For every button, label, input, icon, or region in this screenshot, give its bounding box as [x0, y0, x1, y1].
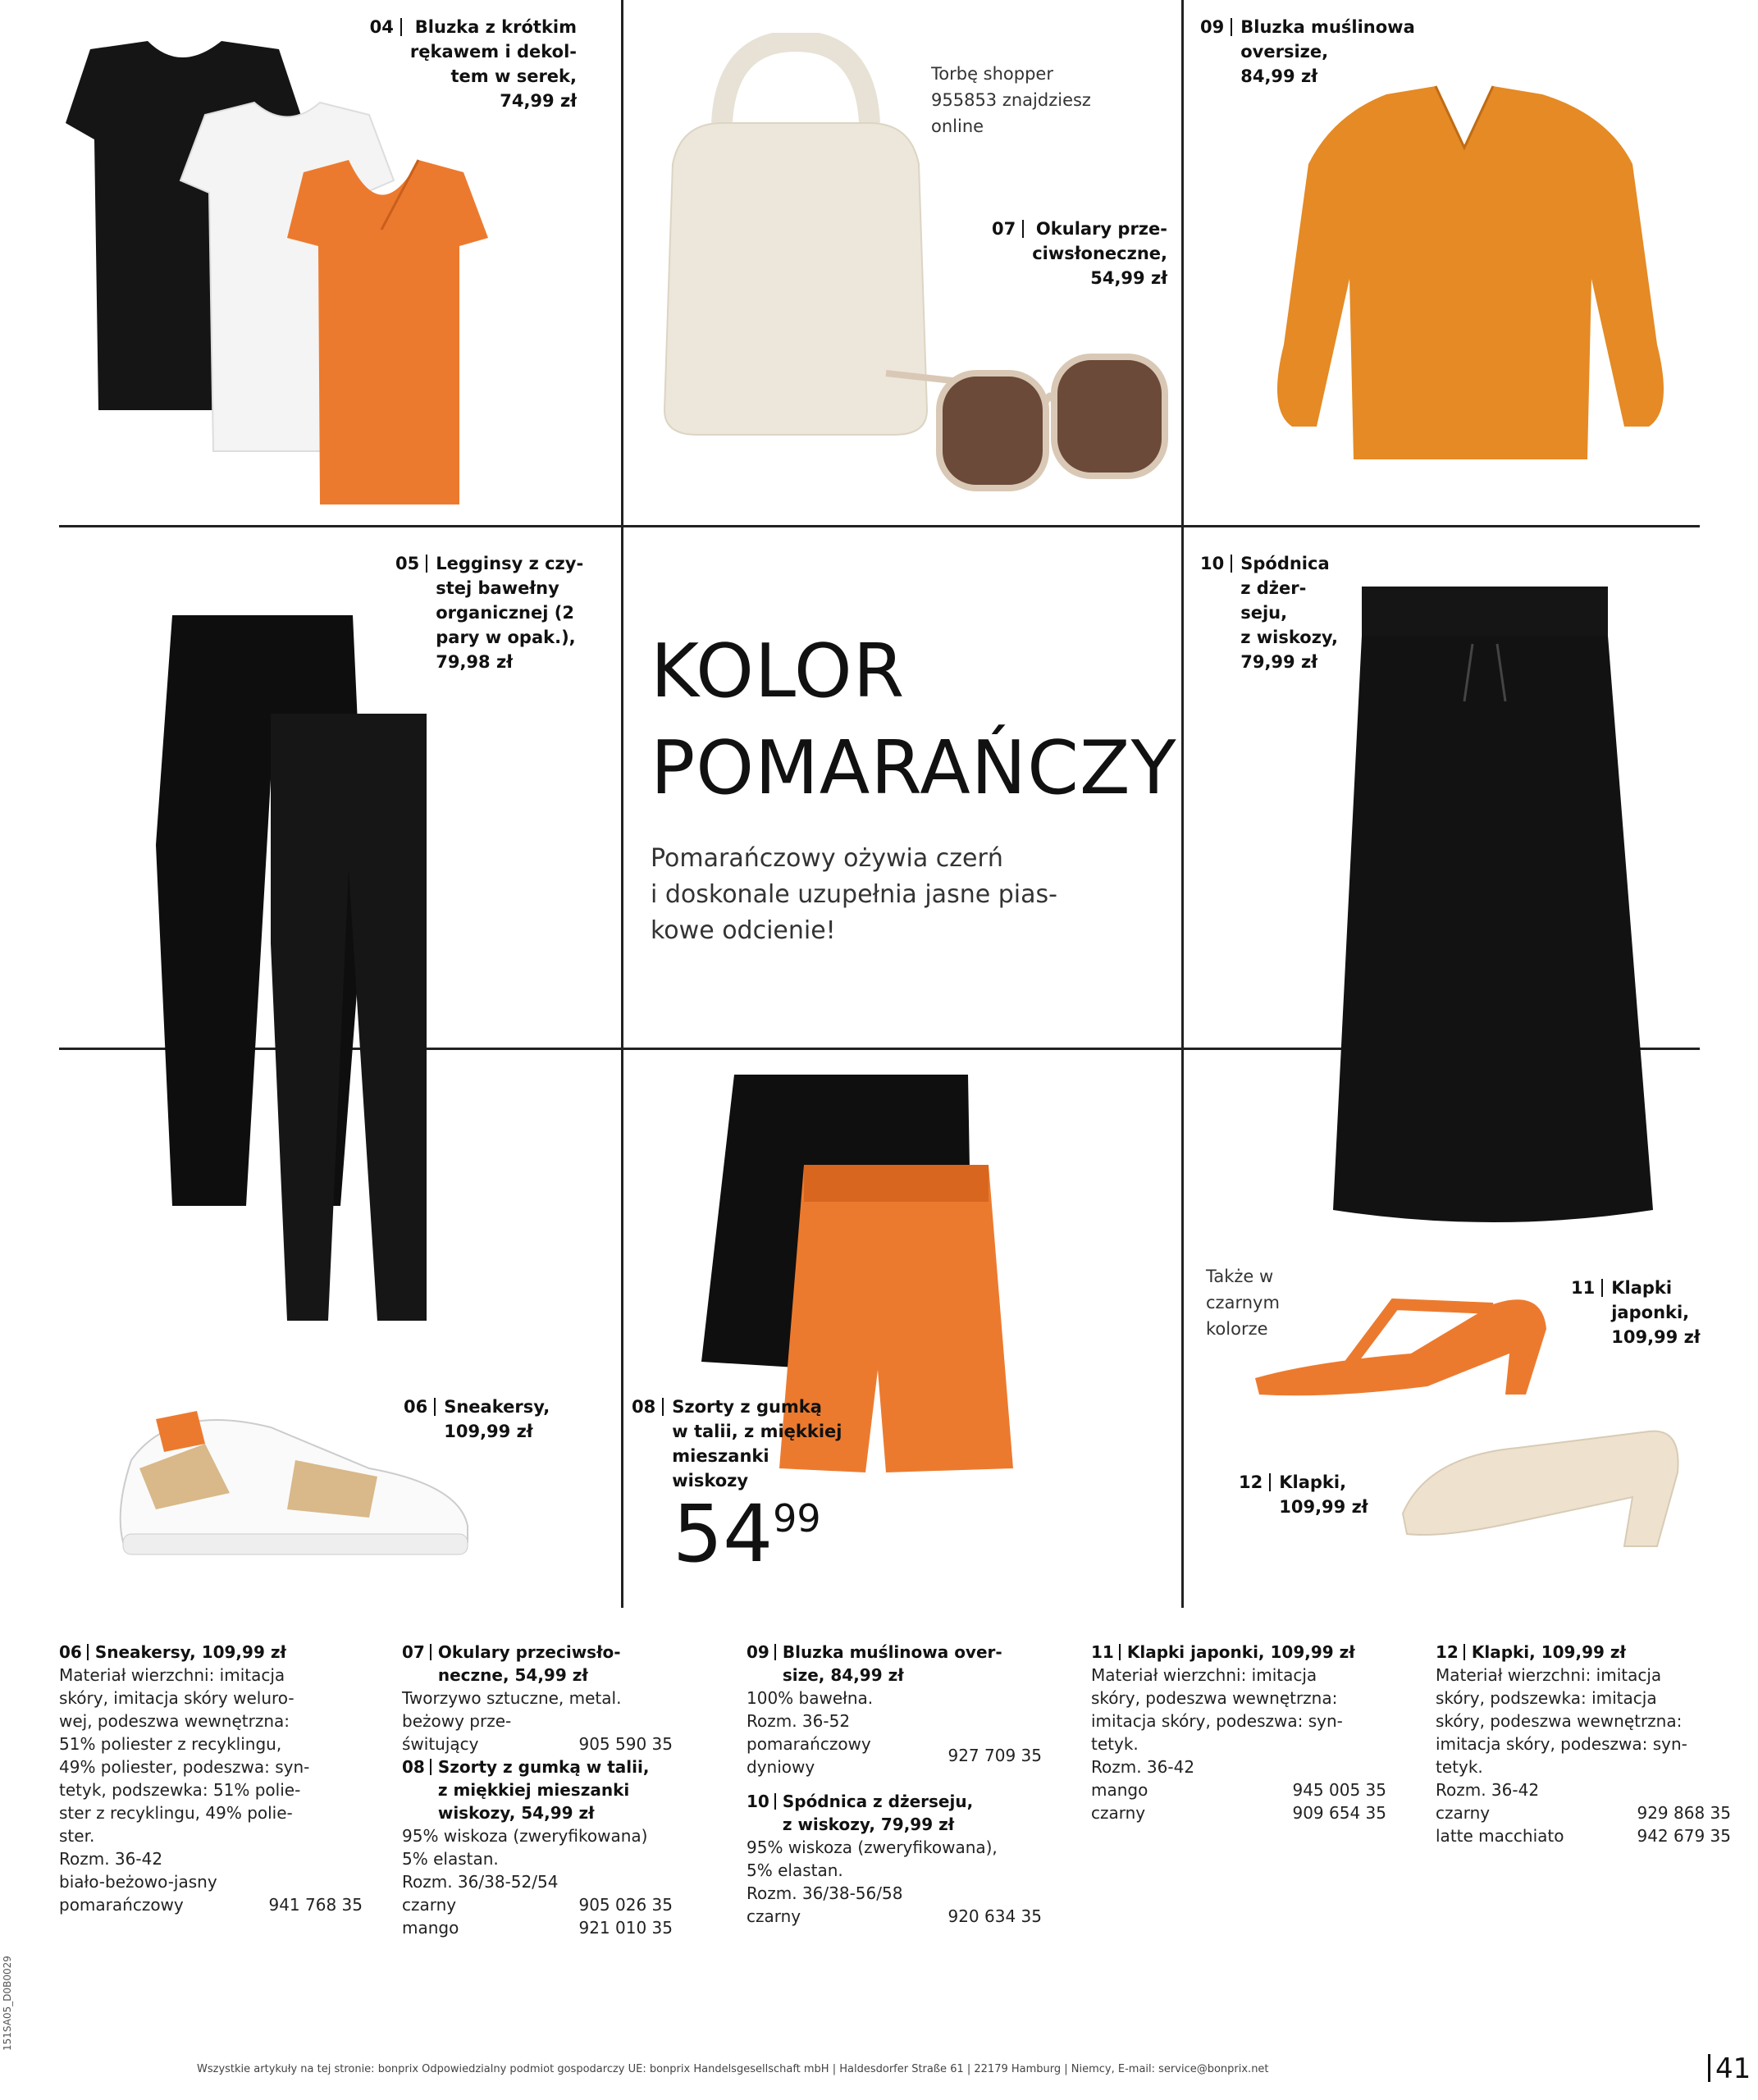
variant-color: czarny: [402, 1895, 457, 1915]
side-catalog-code: 151SA05_D0B0029: [2, 1956, 13, 2051]
variant-code: 905 590 35: [578, 1734, 673, 1754]
page-number-value: 41: [1715, 2052, 1751, 2085]
spec-heading: [59, 1641, 363, 1664]
headline-line-1: KOLOR: [651, 628, 906, 714]
product-number: 08: [632, 1397, 656, 1417]
product-name: Legginsy z czy- stej bawełny organicznej (2 pary w opak.), 79,98 zł: [436, 554, 584, 672]
product-name: Klapki japonki, 109,99 zł: [1611, 1278, 1701, 1347]
spec-description: 100% bawełna. Rozm. 36-52: [747, 1688, 874, 1731]
spec-number: 10: [747, 1792, 769, 1811]
headline-line-2: POMARAŃCZY: [651, 725, 1177, 811]
product-name: Okulary prze- ciwsłoneczne, 54,99 zł: [1032, 219, 1167, 288]
spec-column-07-08: [402, 1641, 673, 1939]
spec-variant-row: [59, 1893, 363, 1916]
variant-code: 921 010 35: [578, 1918, 673, 1938]
mule-sandal-image: [1395, 1423, 1698, 1554]
spec-number: 09: [747, 1642, 769, 1662]
price-main: 54: [673, 1488, 774, 1580]
variant-color: czarny: [1436, 1803, 1491, 1823]
spec-title: Sneakersy, 109,99 zł: [94, 1642, 286, 1662]
spec-description: Materiał wierzchni: imitacja skóry, imitacja skóry weluro- wej, podeszwa wewnętrzna: 51% poliester z recyklingu, 49% poliester, podeszwa: syn- tetyk, podszewka: 51% polie- ster z recyklingu, 49% polie- ster. Rozm. 36-42 biało-beżowo-jasny: [59, 1665, 310, 1892]
variant-color: czarny: [1091, 1803, 1146, 1823]
page-number: [1708, 2052, 1751, 2085]
product-number: 07: [991, 219, 1016, 239]
variant-color: latte macchiato: [1436, 1826, 1564, 1846]
variant-color: świtujący: [402, 1734, 479, 1754]
variant-color: czarny: [747, 1906, 801, 1926]
spec-description: Tworzywo sztuczne, metal. beżowy prze-: [402, 1688, 622, 1731]
bag-note: Torbę shopper 955853 znajdziesz online: [931, 64, 1091, 136]
spec-heading: [402, 1641, 673, 1687]
spec-description: Materiał wierzchni: imitacja skóry, podeszwa wewnętrzna: imitacja skóry, podeszwa: syn- tetyk. Rozm. 36-42: [1091, 1665, 1343, 1777]
variant-code: 942 679 35: [1637, 1826, 1731, 1846]
spec-heading: [747, 1641, 1042, 1687]
product-number: 06: [404, 1397, 428, 1417]
spec-description: 95% wiskoza (zweryfikowana), 5% elastan. Rozm. 36/38-56/58: [747, 1838, 998, 1903]
spec-variant-row: [402, 1916, 673, 1939]
product-number: 04: [369, 17, 394, 37]
variant-code: 929 868 35: [1637, 1803, 1731, 1823]
product-number: 11: [1571, 1278, 1596, 1298]
variant-code: 945 005 35: [1292, 1780, 1386, 1800]
product-name: Szorty z gumką w talii, z miękkiej mieszanki wiskozy: [672, 1397, 842, 1491]
product-label-11: [1571, 1276, 1701, 1349]
spec-title: Bluzka muślinowa over- size, 84,99 zł: [782, 1642, 1002, 1685]
leggings-image: [156, 599, 427, 1337]
flip-flop-image: [1247, 1280, 1559, 1403]
spec-variant-row: [402, 1893, 673, 1916]
spec-column-12: [1436, 1641, 1731, 1847]
variant-code: 909 654 35: [1292, 1803, 1386, 1823]
spec-description: 95% wiskoza (zweryfikowana) 5% elastan. Rozm. 36/38-52/54: [402, 1826, 648, 1892]
spec-variant-row: [747, 1732, 1042, 1778]
legal-footer: Wszystkie artykuły na tej stronie: bonprix Odpowiedzialny podmiot gospodarczy UE: bonprix Handelsgesellschaft mbH | Haldesdorfer Straße 61 | 22179 Hamburg | Niemcy, E-mail: service@bonprix.net: [197, 2063, 1269, 2075]
spec-variant-row: [1091, 1778, 1386, 1801]
product-name: Klapki, 109,99 zł: [1279, 1472, 1368, 1517]
spec-variant-row: [1436, 1801, 1731, 1824]
variant-color: mango: [402, 1918, 459, 1938]
grid-line-horizontal-top: [59, 525, 1700, 527]
variant-code: 941 768 35: [268, 1895, 363, 1915]
spec-number: 11: [1091, 1642, 1114, 1662]
spec-heading: [747, 1790, 1042, 1836]
variant-color: pomarańczowy dyniowy: [747, 1734, 871, 1777]
shorts-big-price: [673, 1488, 821, 1580]
page-headline: [651, 623, 1177, 817]
spec-variant-row: [1091, 1801, 1386, 1824]
spec-column-06: [59, 1641, 363, 1916]
variant-color: mango: [1091, 1780, 1148, 1800]
variant-code: 927 709 35: [947, 1746, 1042, 1765]
product-name: Bluzka z krótkim rękawem i dekol- tem w serek, 74,99 zł: [409, 17, 577, 111]
spec-description: Materiał wierzchni: imitacja skóry, podszewka: imitacja skóry, podeszwa wewnętrzna: imitacja skóry, podeszwa: syn- tetyk. Rozm. 36-42: [1436, 1665, 1687, 1800]
grid-line-vertical-right: [1181, 0, 1184, 1608]
intro-text: Pomarańczowy ożywia czerń i doskonale uzupełnia jasne pias- kowe odcienie!: [651, 844, 1057, 945]
spec-title: Klapki japonki, 109,99 zł: [1126, 1642, 1355, 1662]
spec-column-11: [1091, 1641, 1386, 1824]
variant-color: pomarańczowy: [59, 1895, 184, 1915]
product-number: 09: [1200, 17, 1225, 37]
spec-number: 12: [1436, 1642, 1459, 1662]
product-label-10: [1200, 551, 1338, 674]
spec-title: Okulary przeciwsło- neczne, 54,99 zł: [437, 1642, 621, 1685]
spec-column-09-10: [747, 1641, 1042, 1928]
spec-title: Klapki, 109,99 zł: [1471, 1642, 1626, 1662]
product-label-07: [992, 217, 1167, 290]
black-color-note: Także w czarnym kolorze: [1206, 1267, 1280, 1339]
product-number: 10: [1200, 554, 1225, 573]
grid-line-vertical-left: [621, 0, 623, 1608]
spec-heading: [1436, 1641, 1731, 1664]
spec-number: 07: [402, 1642, 425, 1662]
product-name: Sneakersy, 109,99 zł: [444, 1397, 550, 1441]
spec-heading: [402, 1755, 673, 1824]
product-label-06: [404, 1395, 550, 1444]
product-label-09: [1200, 15, 1415, 89]
spec-variant-row: [1436, 1824, 1731, 1847]
spec-heading: [1091, 1641, 1386, 1664]
sunglasses-image: [861, 324, 1190, 513]
spec-variant-row: [402, 1732, 673, 1755]
spec-number: 06: [59, 1642, 82, 1662]
muslin-blouse-image: [1263, 82, 1682, 517]
spec-title: Szorty z gumką w talii, z miękkiej mieszanki wiskozy, 54,99 zł: [437, 1757, 650, 1823]
product-label-04: [370, 15, 577, 113]
spec-number: 08: [402, 1757, 425, 1777]
product-number: 05: [395, 554, 420, 573]
variant-code: 920 634 35: [947, 1906, 1042, 1926]
product-name: Bluzka muślinowa oversize, 84,99 zł: [1240, 17, 1415, 86]
product-label-05: [395, 551, 583, 674]
variant-code: 905 026 35: [578, 1895, 673, 1915]
spec-title: Spódnica z dżerseju, z wiskozy, 79,99 zł: [782, 1792, 974, 1834]
spec-variant-row: [747, 1905, 1042, 1928]
product-label-12: [1239, 1470, 1368, 1519]
price-cents: 99: [773, 1496, 821, 1541]
jersey-skirt-image: [1329, 587, 1657, 1235]
product-name: Spódnica z dżer- seju, z wiskozy, 79,99 zł: [1240, 554, 1338, 672]
product-label-08: [632, 1395, 842, 1493]
product-number: 12: [1239, 1472, 1263, 1492]
